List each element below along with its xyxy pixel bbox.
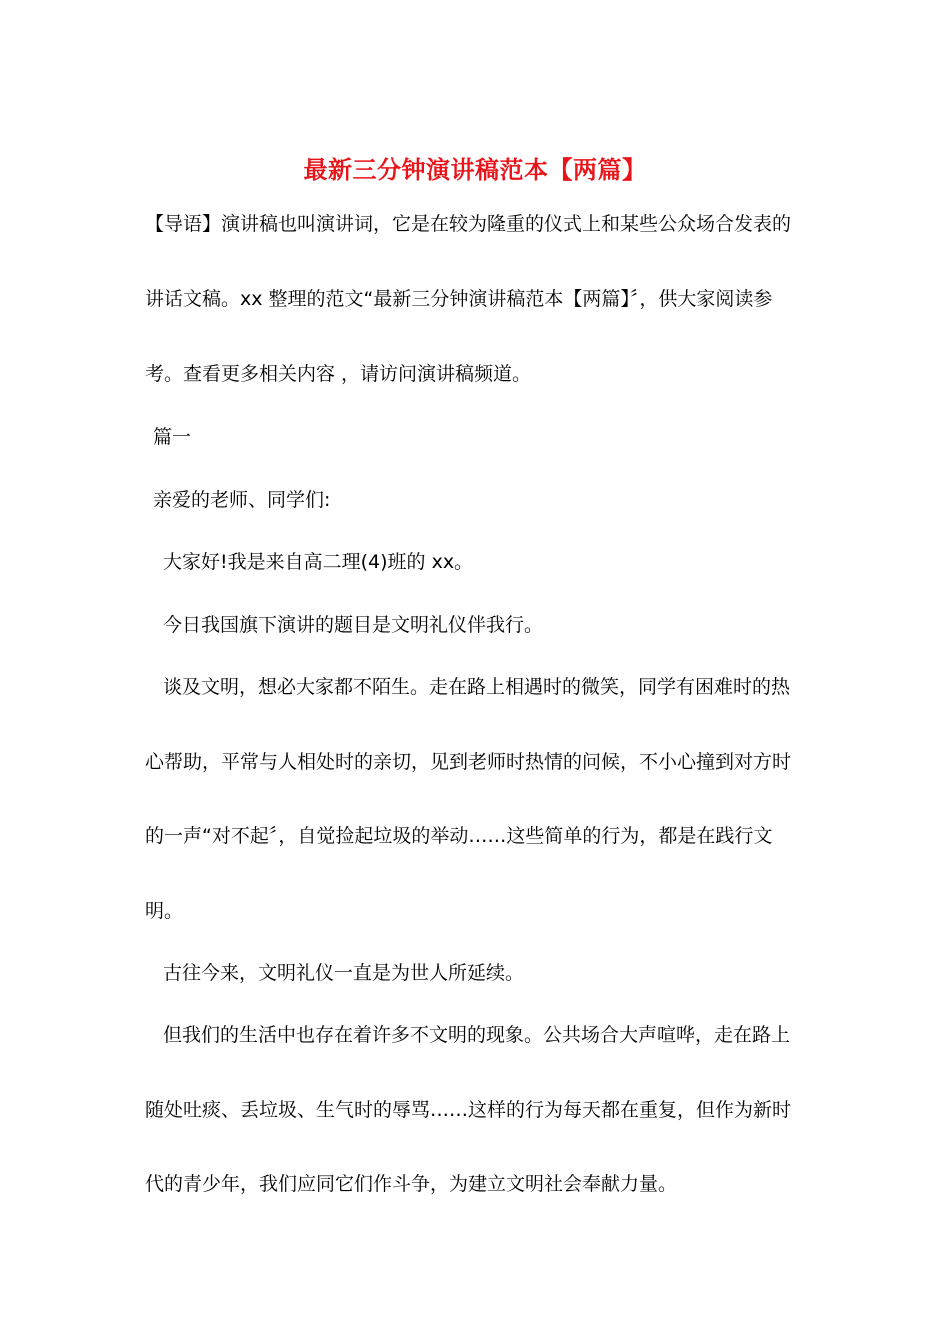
- paragraph-history: 古往今来，文明礼仪一直是为世人所延续。: [163, 962, 525, 984]
- paragraph-civility-line-4: 明。: [145, 900, 184, 922]
- salutation: 亲爱的老师、同学们:: [153, 489, 331, 511]
- intro-line-2: 讲话文稿。xx 整理的范文“最新三分钟演讲稿范本【两篇】〞，供大家阅读参: [145, 288, 773, 310]
- paragraph-problems-line-1: 但我们的生活中也存在着许多不文明的现象。公共场合大声喧哗，走在路上: [163, 1024, 791, 1046]
- paragraph-civility-line-1: 谈及文明，想必大家都不陌生。走在路上相遇时的微笑，同学有困难时的热: [163, 676, 791, 698]
- document-title: 最新三分钟演讲稿范本【两篇】: [303, 155, 647, 184]
- paragraph-topic: 今日我国旗下演讲的题目是文明礼仪伴我行。: [163, 614, 544, 636]
- paragraph-civility-line-3: 的一声“对不起〞，自觉捡起垃圾的举动……这些简单的行为，都是在践行文: [145, 825, 773, 847]
- paragraph-greeting: 大家好!我是来自高二理(4)班的 xx。: [163, 551, 474, 573]
- intro-line-1: 【导语】演讲稿也叫演讲词，它是在较为隆重的仪式上和某些公众场合发表的: [145, 213, 792, 235]
- paragraph-problems-line-3: 代的青少年，我们应同它们作斗争，为建立文明社会奉献力量。: [145, 1173, 678, 1195]
- section-heading: 篇一: [153, 426, 192, 448]
- paragraph-civility-line-2: 心帮助，平常与人相处时的亲切，见到老师时热情的问候，不小心撞到对方时: [145, 751, 792, 773]
- intro-line-3: 考。查看更多相关内容 ，请访问演讲稿频道。: [145, 363, 532, 385]
- paragraph-problems-line-2: 随处吐痰、丢垃圾、生气时的辱骂……这样的行为每天都在重复，但作为新时: [145, 1099, 792, 1121]
